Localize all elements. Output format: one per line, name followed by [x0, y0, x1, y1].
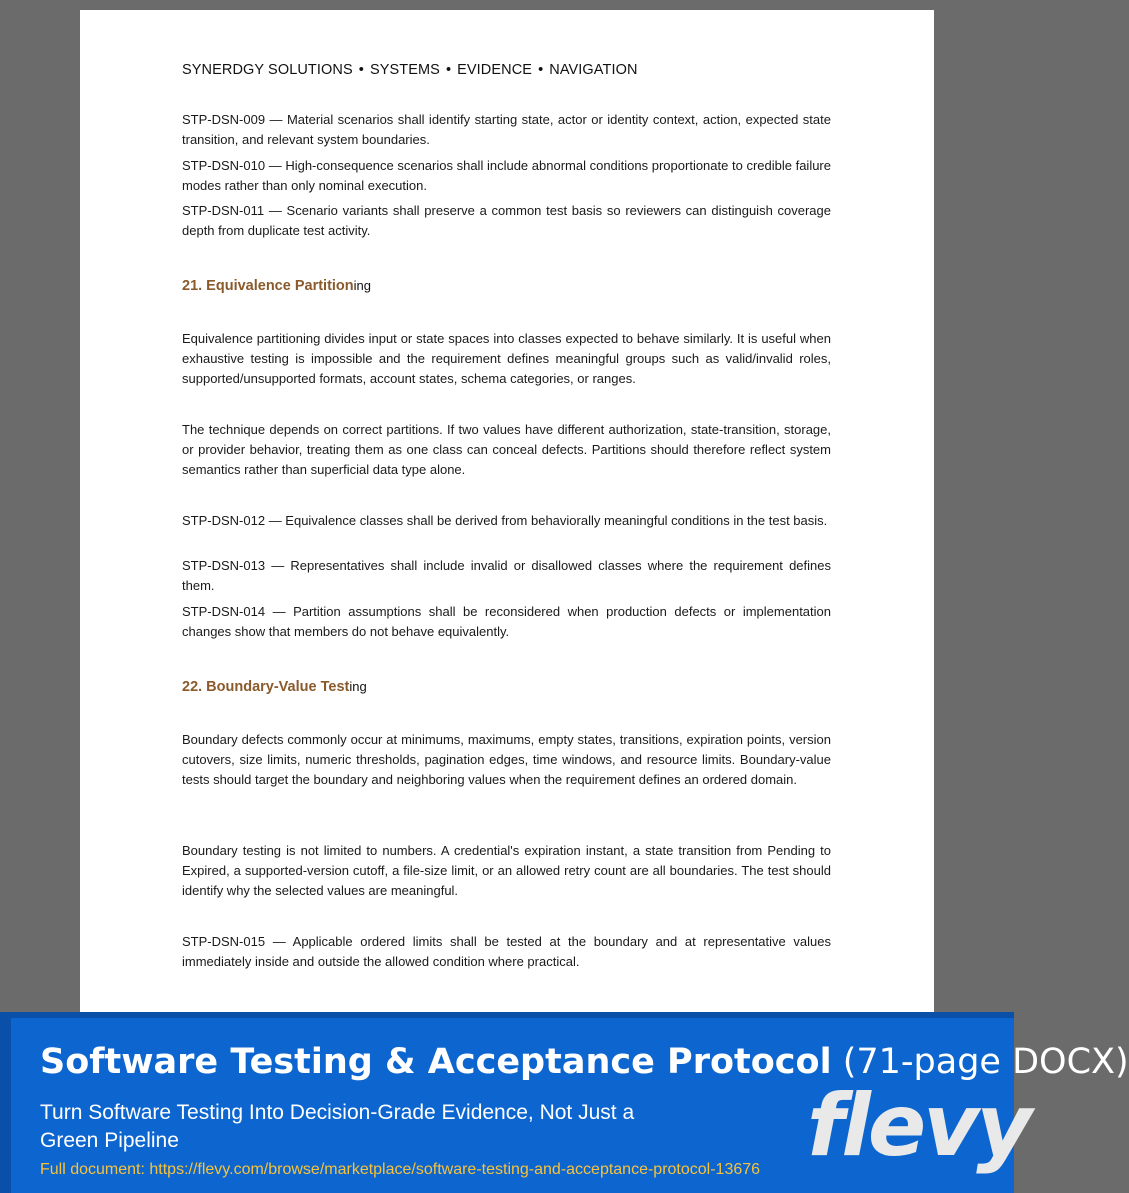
header-navigation: NAVIGATION [549, 62, 638, 78]
requirement-stp-dsn-014: STP-DSN-014 — Partition assumptions shall be reconsidered when production defects or implementation changes show that members do not behave equivalently. [182, 604, 831, 640]
header-separator: • [358, 62, 364, 78]
promo-banner [0, 1012, 1129, 1193]
paragraph-equivalence-intro: Equivalence partitioning divides input or state spaces into classes expected to behave similarly. It is useful when exhaustive testing is impossible and the requirement defines meaningful groups such as valid/invalid roles, supported/unsupported formats, account states, schema categories, or ranges. [182, 331, 831, 387]
header-separator: • [538, 62, 544, 78]
full-document-link[interactable]: Full document: https://flevy.com/browse/marketplace/software-testing-and-acceptance-protocol-13676 [40, 1161, 761, 1178]
requirement-stp-dsn-012: STP-DSN-012 — Equivalence classes shall be derived from behaviorally meaningful conditions in the test basis. [182, 513, 828, 528]
section-heading-21-text: 21. Equivalence Partition [182, 278, 354, 294]
paragraph-boundary-intro: Boundary defects commonly occur at minimums, maximums, empty states, transitions, expiration points, version cutovers, size limits, numeric thresholds, pagination edges, time windows, and resource limits. Boundary-value tests should target the boundary and neighboring values when the requirement defines an ordered domain. [182, 732, 831, 788]
flevy-logo: flevy [807, 1076, 1030, 1176]
banner-title-format: (71-page DOCX) [842, 1042, 1129, 1082]
header-company: SYNERDGY SOLUTIONS [182, 62, 353, 78]
document-page [80, 10, 934, 1020]
requirement-stp-dsn-009: STP-DSN-009 — Material scenarios shall identify starting state, actor or identity context, action, expected state transition, and relevant system boundaries. [182, 112, 831, 148]
requirement-stp-dsn-011: STP-DSN-011 — Scenario variants shall preserve a common test basis so reviewers can distinguish coverage depth from duplicate test activity. [182, 203, 831, 239]
section-heading-21-suffix: ing [353, 278, 372, 293]
promo-banner-panel [11, 1018, 1129, 1193]
header-evidence: EVIDENCE [457, 62, 533, 78]
requirement-stp-dsn-010: STP-DSN-010 — High-consequence scenarios shall include abnormal conditions proportionate to credible failure modes rather than only nominal execution. [182, 158, 831, 194]
section-heading-21 [182, 278, 371, 294]
header-separator: • [445, 62, 452, 78]
section-heading-22-text: 22. Boundary-Value Test [182, 679, 350, 695]
paragraph-equivalence-technique: The technique depends on correct partitions. If two values have different authorization, state-transition, storage, or provider behavior, treating them as one class can conceal defects. Partitions should therefore reflect system semantics rather than superficial data type alone. [182, 422, 831, 478]
banner-subtitle: Turn Software Testing Into Decision-Grade Evidence, Not Just a Green Pipeline [40, 1101, 635, 1152]
banner-title-main: Software Testing & Acceptance Protocol [40, 1042, 832, 1082]
section-heading-22 [182, 679, 367, 695]
document-running-header [182, 62, 638, 78]
section-heading-22-suffix: ing [349, 679, 367, 694]
requirement-stp-dsn-013: STP-DSN-013 — Representatives shall include invalid or disallowed classes where the requirement defines them. [182, 558, 831, 594]
requirement-stp-dsn-015: STP-DSN-015 — Applicable ordered limits shall be tested at the boundary and at representative values immediately inside and outside the allowed condition where practical. [182, 934, 831, 970]
paragraph-boundary-scope: Boundary testing is not limited to numbers. A credential's expiration instant, a state transition from Pending to Expired, a supported-version cutoff, a file-size limit, or an allowed retry count are all boundaries. The test should identify why the selected values are meaningful. [182, 843, 831, 899]
header-systems: SYSTEMS [369, 62, 440, 78]
